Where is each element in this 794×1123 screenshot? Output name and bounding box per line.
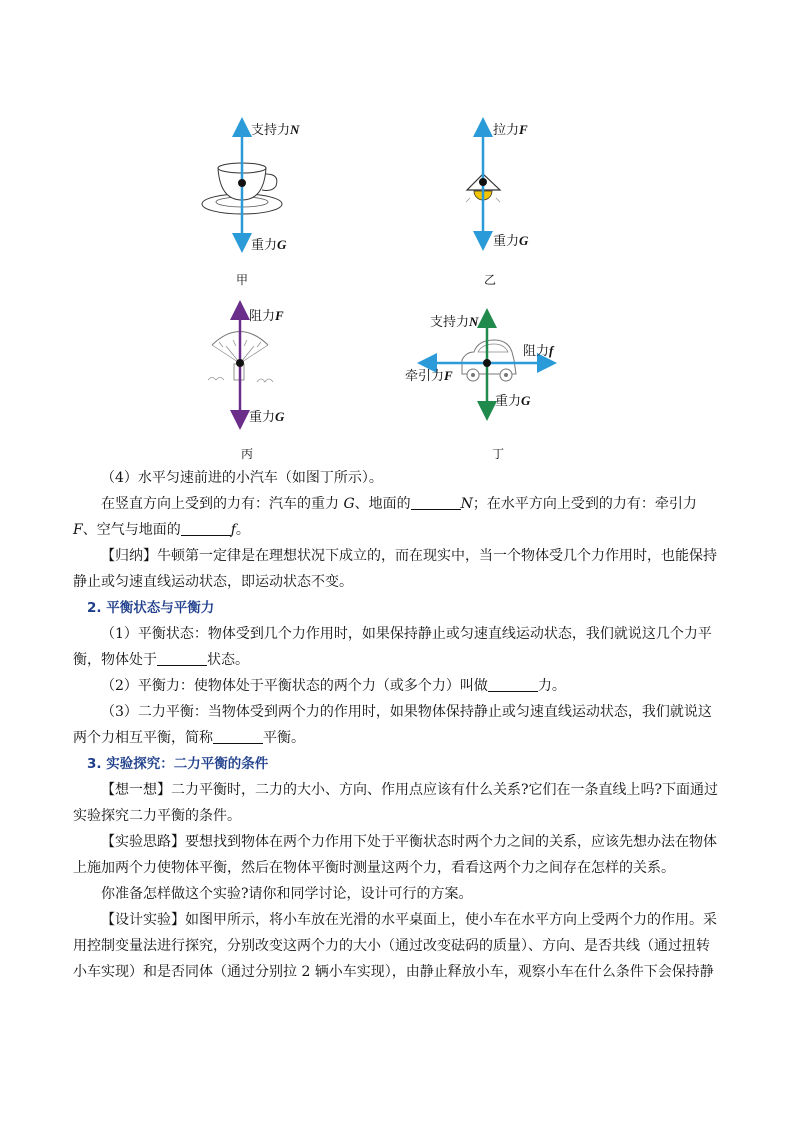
lamp-pull-label: 拉力F xyxy=(493,122,528,138)
caption-bing: 丙 xyxy=(241,447,254,461)
cup-support-label: 支持力N xyxy=(251,122,300,138)
parachute-center-dot xyxy=(236,359,244,367)
balance-force-paragraph: （2）平衡力：使物体处于平衡状态的两个力（或多个力）叫做 力。 xyxy=(101,678,566,694)
design-paragraph: 【设计实验】如图甲所示，将小车放在光滑的水平桌面上，使小车在水平方向上受两个力的作用。采用控制变量法进行探究，分别改变这两个力的大小（通过改变砝码的质量）、方向、是否共线（通过扭转小车实现）和是否同体（通过分别拉 2 辆小车实现），由静止释放小车，观察小车在什么条件下会保持静 xyxy=(73,912,717,980)
prepare-paragraph: 你准备怎样做这个实验?请你和同学讨论，设计可行的方案。 xyxy=(101,886,473,902)
blank-1[interactable] xyxy=(411,495,461,510)
blank-4[interactable] xyxy=(488,677,538,692)
blank-5[interactable] xyxy=(213,729,263,744)
car-center-dot xyxy=(483,359,491,367)
item-4: （4）水平匀速前进的小汽车（如图丁所示）。 xyxy=(101,470,383,486)
two-force-paragraph: （3）二力平衡：当物体受到两个力的作用时，如果物体保持静止或匀速直线运动状态，我们就说这两个力相互平衡，简称 平衡。 xyxy=(73,704,712,746)
blank-3[interactable] xyxy=(157,651,207,666)
car-gravity-label: 重力G xyxy=(495,393,531,409)
lamp-figure xyxy=(466,122,500,246)
caption-yi: 乙 xyxy=(484,273,497,287)
item-4-forces: 在竖直方向上受到的力有：汽车的重力 G、地面的 N；在水平方向上受到的力有：牵引力 F、空气与地面的 f。 xyxy=(73,496,697,538)
parachute-gravity-label: 重力G xyxy=(249,409,285,425)
force-diagrams xyxy=(0,0,794,470)
cup-figure xyxy=(202,122,282,248)
body-text xyxy=(73,465,723,985)
section-3-heading: 3. 实验探究：二力平衡的条件 xyxy=(87,756,269,772)
section-2-heading: 2. 平衡状态与平衡力 xyxy=(87,600,215,616)
lamp-center-dot xyxy=(479,178,487,186)
cup-center-dot xyxy=(238,179,246,187)
cup-gravity-label: 重力G xyxy=(251,237,287,253)
blank-2[interactable] xyxy=(181,521,231,536)
caption-ding: 丁 xyxy=(492,447,505,461)
force-diagram-canvas xyxy=(0,0,794,470)
car-drag-label: 阻力f xyxy=(523,343,554,359)
caption-jia: 甲 xyxy=(236,273,249,287)
balance-state-paragraph: （1）平衡状态：物体受到几个力作用时，如果保持静止或匀速直线运动状态，我们就说这几个力平衡，物体处于 状态。 xyxy=(73,626,712,668)
lamp-gravity-label: 重力G xyxy=(493,233,529,249)
summary-paragraph: 【归纳】牛顿第一定律是在理想状况下成立的，而在现实中，当一个物体受几个力作用时，也能保持静止或匀速直线运动状态，即运动状态不变。 xyxy=(73,548,717,590)
car-support-label: 支持力N xyxy=(430,314,479,330)
think-paragraph: 【想一想】二力平衡时，二力的大小、方向、作用点应该有什么关系?它们在一条直线上吗?下面通过实验探究二力平衡的条件。 xyxy=(73,782,719,824)
parachute-drag-label: 阻力F xyxy=(249,308,284,324)
car-traction-label: 牵引力F xyxy=(405,368,453,384)
idea-paragraph: 【实验思路】要想找到物体在两个力作用下处于平衡状态时两个力之间的关系，应该先想办法在物体上施加两个力使物体平衡，然后在物体平衡时测量这两个力，看看这两个力之间存在怎样的关系。 xyxy=(73,834,717,876)
